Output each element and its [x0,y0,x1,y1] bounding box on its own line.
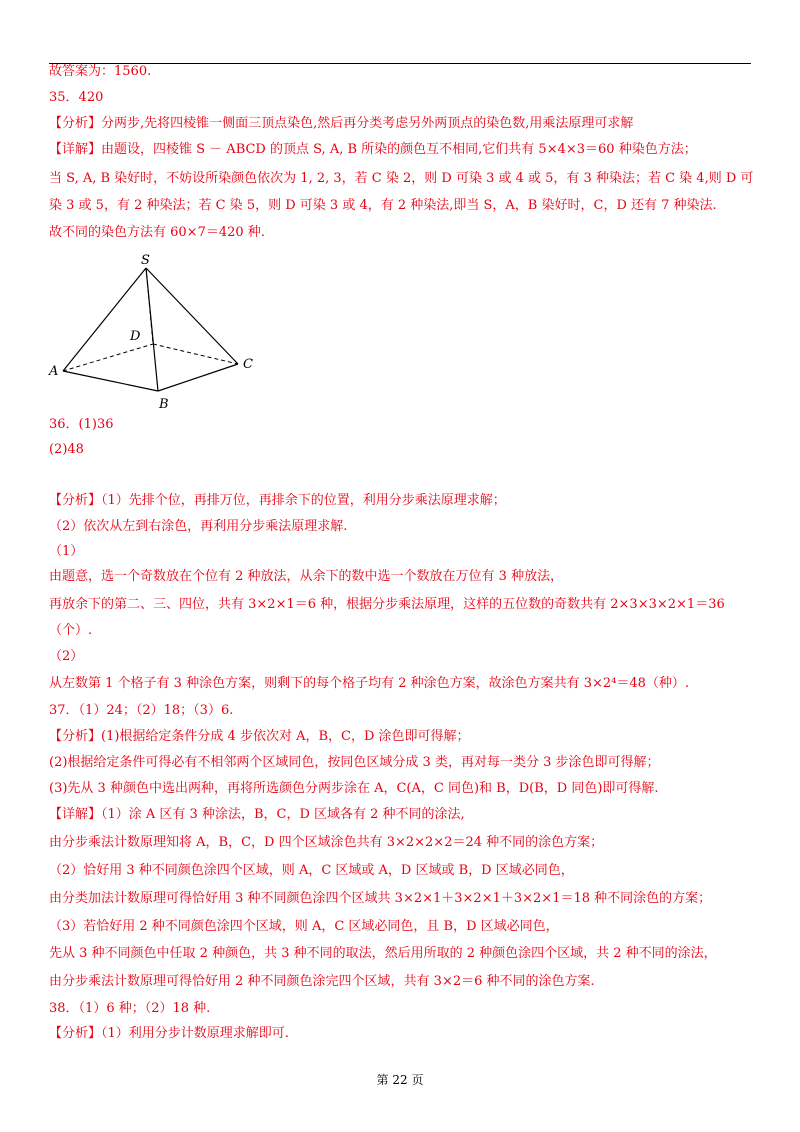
text-line: 【详解】（1）涂 A 区有 3 种涂法，B，C，D 区域各有 2 种不同的涂法, [49,807,465,822]
vertex-label-A: A [49,364,59,379]
text-line: 当 S, A, B 染好时，不妨设所染颜色依次为 1, 2, 3，若 C 染 2，则 D 可染 3 或 4 或 5，有 3 种染法；若 C 染 4,则 D 可 [49,171,754,186]
text-line: （2）恰好用 3 种不同颜色涂四个区域，则 A，C 区域或 A，D 区域或 B，D 区域必同色， [49,863,574,878]
text-line: 【分析】（1）利用分步计数原理求解即可. [49,1026,289,1041]
edge-BC [158,364,238,391]
text-line: 染 3 或 5，有 2 种染法；若 C 染 5，则 D 可染 3 或 4，有 2 种染法,即当 S，A，B 染好时，C，D 还有 7 种染法. [49,198,717,213]
vertex-label-D: D [130,329,141,344]
vertex-label-S: S [141,253,150,268]
edge-DC [153,344,238,364]
text-line: 35．420 [49,90,104,105]
text-line: 故答案为：1560. [49,64,152,79]
edge-SB [146,268,158,391]
text-line: 【详解】由题设，四棱锥 S － ABCD 的顶点 S, A, B 所染的颜色互不相同,它们共有 5×4×3＝60 种染色方法； [49,142,697,157]
text-line: 故不同的染色方法有 60×7＝420 种. [49,225,265,240]
vertex-label-B: B [159,397,169,412]
text-line: （个）. [49,623,93,638]
text-line: 38．（1）6 种；（2）18 种. [49,1001,211,1016]
edge-AB [63,371,158,391]
text-line: 由题意，选一个奇数放在个位有 2 种放法，从余下的数中选一个数放在万位有 3 种放法， [49,569,564,584]
edge-SC [146,268,238,364]
text-line: 【分析】（1）先排个位，再排万位，再排余下的位置，利用分步乘法原理求解； [49,493,506,508]
edge-AD [63,344,153,371]
text-line: （2） [49,649,84,664]
text-line: (3)先从 3 种颜色中选出两种，再将所选颜色分两步涂在 A，C(A，C 同色)和 B，D(B，D 同色)即可得解. [49,781,659,796]
text-line: （1） [49,544,84,559]
text-line: (2)根据给定条件可得必有不相邻两个区域同色，按同色区域分成 3 类，再对每一类分 3 步涂色即可得解； [49,755,660,770]
text-line: 37．（1）24；（2）18；（3）6. [49,703,234,718]
text-line: 【分析】(1)根据给定条件分成 4 步依次对 A，B，C，D 涂色即可得解； [49,729,470,744]
text-line: （2）依次从左到右涂色，再利用分步乘法原理求解. [49,519,348,534]
page-number: 第 22 页 [376,1073,424,1087]
text-line: 36．(1)36 [49,417,114,432]
edge-SA [63,268,146,371]
vertex-label-C: C [243,357,253,372]
text-line: （3）若恰好用 2 种不同颜色涂四个区域，则 A，C 区域必同色，且 B，D 区域必同色， [49,919,559,934]
text-line: 再放余下的第二、三、四位，共有 3×2×1＝6 种，根据分步乘法原理，这样的五位数的奇数共有 2×3×3×2×1＝36 [49,597,725,612]
pyramid-figure [40,248,280,418]
text-line: 【分析】分两步,先将四棱锥一侧面三顶点染色,然后再分类考虑另外两顶点的染色数,用乘法原理可求解 [49,116,634,131]
text-line: 由分类加法计数原理可得恰好用 3 种不同颜色涂四个区域共 3×2×1＋3×2×1＋3×2×1＝18 种不同涂色的方案； [49,891,712,906]
text-line: 由分步乘法计数原理可得恰好用 2 种不同颜色涂完四个区域，共有 3×2＝6 种不同的涂色方案. [49,974,595,989]
header-rule [49,63,751,64]
text-line: 先从 3 种不同颜色中任取 2 种颜色，共 3 种不同的取法，然后用所取的 2 种颜色涂四个区域，共 2 种不同的涂法， [49,946,717,961]
text-line: 由分步乘法计数原理知将 A，B，C，D 四个区域涂色共有 3×2×2×2＝24 种不同的涂色方案； [49,835,604,850]
text-line: (2)48 [49,442,84,457]
text-line: 从左数第 1 个格子有 3 种涂色方案，则剩下的每个格子均有 2 种涂色方案，故涂色方案共有 3×2⁴＝48（种）. [49,676,690,691]
